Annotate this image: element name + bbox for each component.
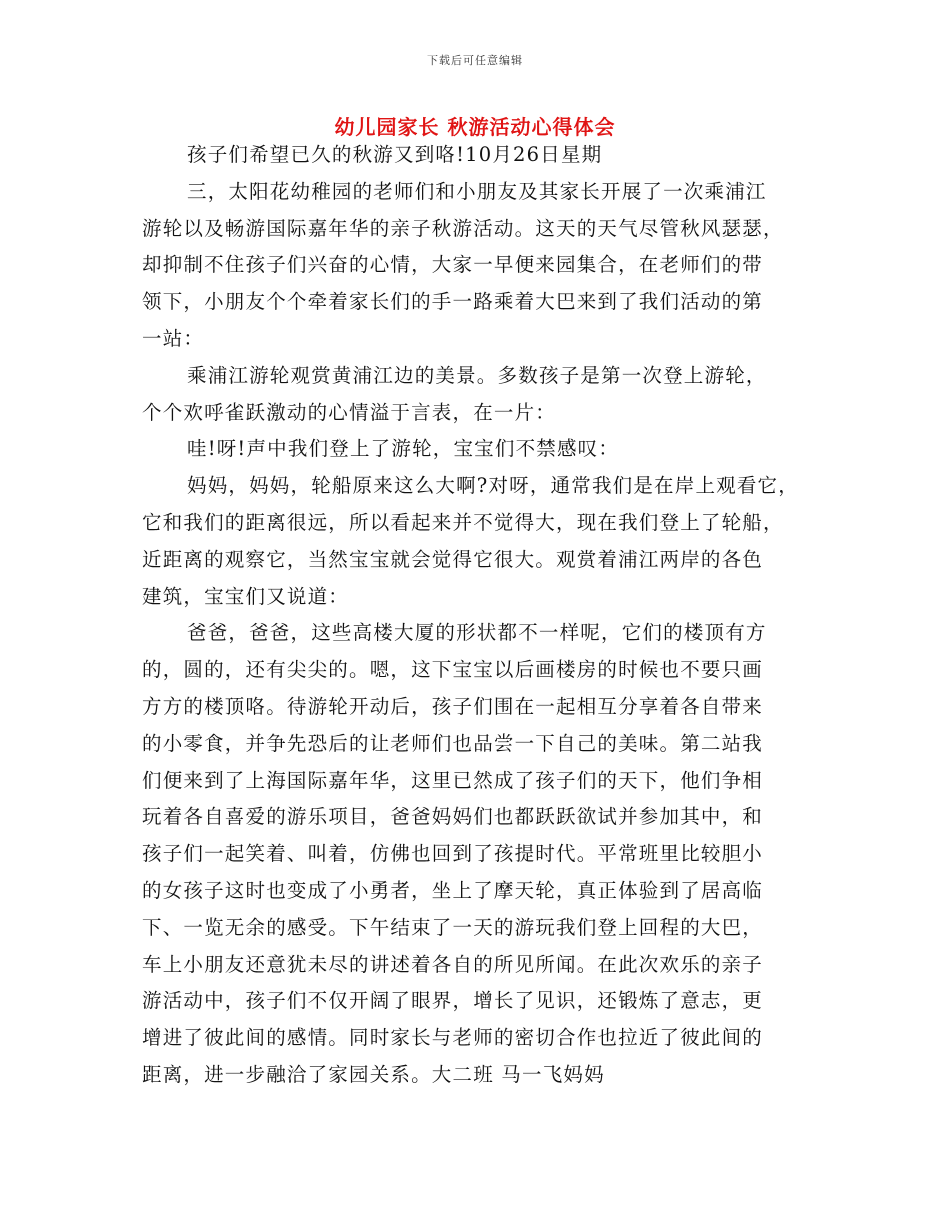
body-text-line: 近距离的观察它，当然宝宝就会觉得它很大。观赏着浦江两岸的各色 xyxy=(142,547,764,571)
body-text-line: 爸爸，爸爸，这些高楼大厦的形状都不一样呢，它们的楼顶有方 xyxy=(187,621,767,645)
body-text-line: 的女孩子这时也变成了小勇者，坐上了摩天轮，真正体验到了居高临 xyxy=(142,878,764,902)
body-text-line: 建筑，宝宝们又说道： xyxy=(142,584,350,608)
body-text-line: 它和我们的距离很远，所以看起来并不觉得大，现在我们登上了轮船， xyxy=(142,510,784,534)
body-text-line: 们便来到了上海国际嘉年华，这里已然成了孩子们的天下，他们争相 xyxy=(142,768,764,792)
body-text-line: 乘浦江游轮观赏黄浦江边的美景。多数孩子是第一次登上游轮， xyxy=(187,363,767,387)
document-body xyxy=(142,137,822,1094)
body-text-line: 游轮以及畅游国际嘉年华的亲子秋游活动。这天的天气尽管秋风瑟瑟， xyxy=(142,216,784,240)
body-text-line: 车上小朋友还意犹未尽的讲述着各自的所见所闻。在此次欢乐的亲子 xyxy=(142,952,764,976)
document-title: 幼儿园家长 秋游活动心得体会 xyxy=(334,115,616,139)
body-text-line: 方方的楼顶咯。待游轮开动后，孩子们围在一起相互分享着各自带来 xyxy=(142,694,764,718)
body-text-line: 孩子们一起笑着、叫着，仿佛也回到了孩提时代。平常班里比较胆小 xyxy=(142,842,764,866)
body-text-line: 的，圆的，还有尖尖的。嗯，这下宝宝以后画楼房的时候也不要只画 xyxy=(142,658,764,682)
body-text-line: 孩子们希望已久的秋游又到咯!10月26日星期 xyxy=(187,143,603,166)
body-text-line: 却抑制不住孩子们兴奋的心情，大家一早便来园集合，在老师们的带 xyxy=(142,253,764,277)
body-text-line: 游活动中，孩子们不仅开阔了眼界，增长了见识，还锻炼了意志，更 xyxy=(142,989,764,1013)
body-text-line: 一站： xyxy=(142,326,205,350)
body-text-line: 距离，进一步融洽了家园关系。大二班 马一飞妈妈 xyxy=(142,1062,605,1086)
body-text-line: 玩着各自喜爱的游乐项目，爸爸妈妈们也都跃跃欲试并参加其中，和 xyxy=(142,805,764,829)
page-header-note: 下载后可任意编辑 xyxy=(427,54,523,67)
body-text-line: 下、一览无余的感受。下午结束了一天的游玩我们登上回程的大巴， xyxy=(142,915,764,939)
body-text-line: 个个欢呼雀跃激动的心情溢于言表，在一片： xyxy=(142,400,557,424)
body-text-line: 妈妈，妈妈，轮船原来这么大啊?对呀，通常我们是在岸上观看它， xyxy=(187,474,799,498)
body-text-line: 三，太阳花幼稚园的老师们和小朋友及其家长开展了一次乘浦江 xyxy=(187,179,767,203)
body-text-line: 的小零食，并争先恐后的让老师们也品尝一下自己的美味。第二站我 xyxy=(142,731,764,755)
body-text-line: 增进了彼此间的感情。同时家长与老师的密切合作也拉近了彼此间的 xyxy=(142,1026,764,1050)
body-text-line: 哇!呀!声中我们登上了游轮，宝宝们不禁感叹： xyxy=(187,437,620,461)
body-text-line: 领下，小朋友个个牵着家长们的手一路乘着大巴来到了我们活动的第 xyxy=(142,290,764,314)
